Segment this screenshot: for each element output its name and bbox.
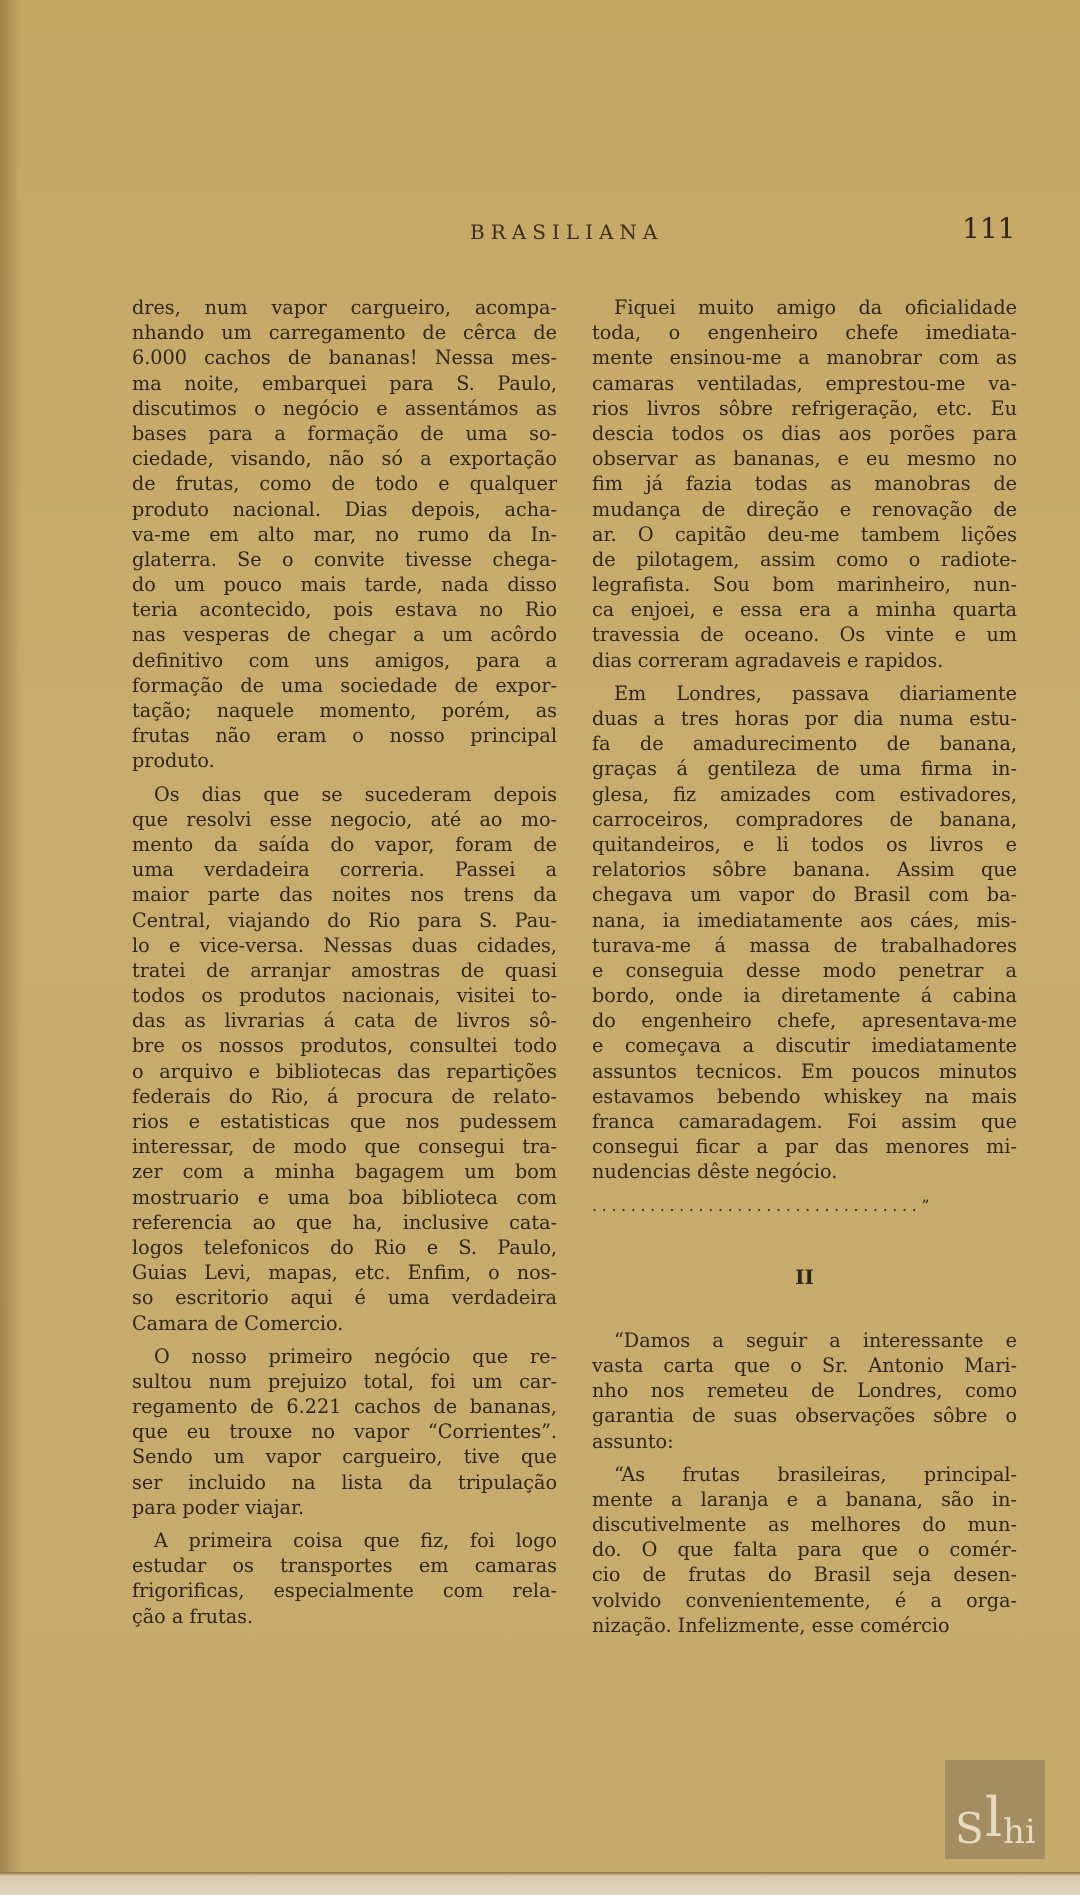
text-line: camaras ventiladas, emprestou-me va- [592,371,1017,395]
text-line: so escritorio aqui é uma verdadeira [132,1286,557,1310]
text-line: “Damos a seguir a interessante e [614,1328,1017,1352]
text-line: glesa, fiz amizades com estivadores, [592,782,1017,806]
text-line: bordo, onde ia diretamente á cabina [592,984,1017,1008]
text-line: nização. Infelizmente, esse comércio [592,1613,950,1637]
right-column-text-part-1 [592,295,1017,1185]
text-line: “As frutas brasileiras, principal- [614,1462,1017,1486]
paragraph [132,1528,557,1629]
text-line: produto nacional. Dias depois, acha- [132,497,557,521]
paragraph [132,295,557,774]
text-line: federais do Rio, á procura de relato- [132,1084,557,1108]
text-line: fim já fazia todas as manobras de [592,472,1017,496]
right-column-text-part-2 [592,1328,1017,1638]
text-line: ciedade, visando, não só a exportação [132,447,557,471]
text-line: rios e estatisticas que nos pudessem [132,1110,557,1133]
text-line: legrafista. Sou bom marinheiro, nun- [592,573,1017,597]
text-line: ção a frutas. [132,1604,254,1628]
text-line: volvido convenientemente, é a orga- [592,1588,1017,1612]
text-line: e começava a discutir imediatamente [592,1034,1017,1058]
text-line: fa de amadurecimento de banana, [592,732,1017,756]
text-line: nas vesperas de chegar a um acôrdo [132,623,557,647]
right-column [592,295,1017,1646]
text-line: nhando um carregamento de cêrca de [132,321,557,345]
text-line: de pilotagem, assim como o radiote- [592,547,1017,571]
text-line: Sendo um vapor cargueiro, tive que [132,1445,557,1469]
text-line: dias correram agradaveis e rapidos. [592,648,944,672]
text-line: Fiquei muito amigo da oficialidade [614,296,1017,319]
paragraph [592,1328,1017,1454]
text-line: das as livrarias á cata de livros sô- [132,1009,557,1033]
text-line: quitandeiros, e li todos os livros e [592,832,1017,856]
text-line: nho nos remeteu de Londres, como [592,1379,1017,1403]
text-line: Em Londres, passava diariamente [614,681,1017,705]
text-line: assuntos tecnicos. Em poucos minutos [592,1059,1017,1083]
paragraph [132,782,557,1336]
text-line: Central, viajando do Rio para S. Pau- [132,908,557,932]
text-line: tratei de arranjar amostras de quasi [132,958,557,982]
text-line: formação de uma sociedade de expor- [132,673,557,697]
text-line: do engenheiro chefe, apresentava-me [592,1009,1017,1033]
text-line: maior parte das noites nos trens da [132,883,557,907]
text-line: ser incluido na lista da tripulação [132,1470,557,1494]
text-line: nudencias dêste negócio. [592,1160,838,1184]
text-line: referencia ao que ha, inclusive cata- [132,1210,557,1234]
text-line: regamento de 6.221 cachos de bananas, [132,1395,557,1419]
text-line: bases para a formação de uma so- [132,421,557,445]
text-line: dres, num vapor cargueiro, acompa- [132,296,557,319]
text-line: lo e vice-versa. Nessas duas cidades, [132,933,557,957]
text-line: discutivelmente as melhores do mun- [592,1513,1017,1537]
text-line: observar as bananas, e eu mesmo no [592,447,1017,471]
text-line: estudar os transportes em camaras [132,1554,557,1578]
text-line: teria acontecido, pois estava no Rio [132,598,557,622]
text-line: garantia de suas observações sôbre o [592,1404,1017,1428]
text-line: nana, ia imediatamente aos cáes, mis- [592,908,1017,932]
text-line: consegui ficar a par das menores mi- [592,1135,1017,1159]
text-line: discutimos o negócio e assentámos as [132,396,557,420]
text-line: franca camaradagem. Foi assim que [592,1110,1017,1133]
text-line: todos os produtos nacionais, visitei to- [132,984,557,1008]
text-line: do. O que falta para que o comér- [592,1538,1017,1562]
logo-letters-hi: hi [1003,1812,1036,1852]
text-line: mostruario e uma boa biblioteca com [132,1185,557,1209]
text-line: graças á gentileza de uma firma in- [592,757,1017,781]
text-line: chegava um vapor do Brasil com ba- [592,883,1017,907]
logo-letter-s: S [955,1804,984,1853]
text-line: descia todos os dias aos porões para [592,421,1017,445]
text-line: logos telefonicos do Rio e S. Paulo, [132,1235,557,1259]
text-line: Guias Levi, mapas, etc. Enfim, o nos- [132,1261,557,1285]
left-column [132,295,557,1637]
text-line: mudança de direção e renovação de [592,497,1017,521]
logo-letter-l: l [985,1786,1003,1849]
text-line: toda, o engenheiro chefe imediata- [592,321,1017,345]
text-line: 6.000 cachos de bananas! Nessa mes- [132,346,557,370]
running-head: BRASILIANA [470,220,664,244]
text-line: Camara de Comercio. [132,1311,344,1335]
text-line: interessar, de modo que consegui tra- [132,1135,557,1159]
slhi-logo [945,1760,1045,1859]
text-line: travessia de oceano. Os vinte e um [592,623,1017,647]
text-line: zer com a minha bagagem um bom [132,1160,557,1184]
text-line: cio de frutas do Brasil seja desen- [592,1563,1017,1587]
text-line: que eu trouxe no vapor “Corrientes”. [132,1420,557,1444]
text-line: mento da saída do vapor, foram de [132,832,557,856]
text-line: para poder viajar. [132,1495,305,1519]
text-line: turava-me á massa de trabalhadores [592,933,1017,957]
text-line: e conseguia desse modo penetrar a [592,958,1017,982]
paragraph [592,681,1017,1185]
text-line: vasta carta que o Sr. Antonio Mari- [592,1353,1017,1377]
text-line: va-me em alto mar, no rumo da In- [132,522,557,546]
text-line: sultou num prejuizo total, foi um car- [132,1369,557,1393]
paragraph [132,1344,557,1520]
text-line: ca enjoei, e essa era a minha quarta [592,598,1017,622]
text-line: uma verdadeira correria. Passei a [132,858,557,882]
text-line: Os dias que se sucederam depois [154,782,557,806]
text-line: mente a laranja e a banana, são in- [592,1487,1017,1511]
ellipsis-line: ..................................” [592,1195,935,1215]
page-bottom-edge [0,1872,1080,1895]
text-line: definitivo com uns amigos, para a [132,648,557,672]
text-line: estavamos bebendo whiskey na mais [592,1084,1017,1108]
paragraph [592,295,1017,673]
text-line: mente ensinou-me a manobrar com as [592,346,1017,370]
text-line: frutas não eram o nosso principal [132,724,557,748]
text-line: frigorificas, especialmente com rela- [132,1579,557,1603]
text-line: ma noite, embarquei para S. Paulo, [132,371,557,395]
text-line: do um pouco mais tarde, nada disso [132,573,557,597]
paragraph [592,1462,1017,1638]
text-line: de frutas, como de todo e qualquer [132,472,557,496]
text-line: tação; naquele momento, porém, as [132,699,557,722]
text-line: ar. O capitão deu-me tambem lições [592,522,1017,546]
text-line: rios livros sôbre refrigeração, etc. Eu [592,396,1017,420]
text-line: que resolvi esse negocio, até ao mo- [132,807,557,831]
text-line: relatorios sôbre banana. Assim que [592,858,1017,882]
section-number: II [795,1264,814,1289]
text-line: bre os nossos produtos, consultei todo [132,1034,557,1058]
text-line: A primeira coisa que fiz, foi logo [154,1529,557,1552]
page-number: 111 [962,212,1016,245]
text-line: glaterra. Se o convite tivesse chega- [132,547,557,571]
text-line: o arquivo e bibliotecas das repartições [132,1059,557,1083]
text-line: duas a tres horas por dia numa estu- [592,707,1017,730]
text-line: produto. [132,749,215,773]
text-line: assunto: [592,1429,674,1453]
text-line: O nosso primeiro negócio que re- [154,1344,557,1368]
text-line: carroceiros, compradores de banana, [592,807,1017,831]
